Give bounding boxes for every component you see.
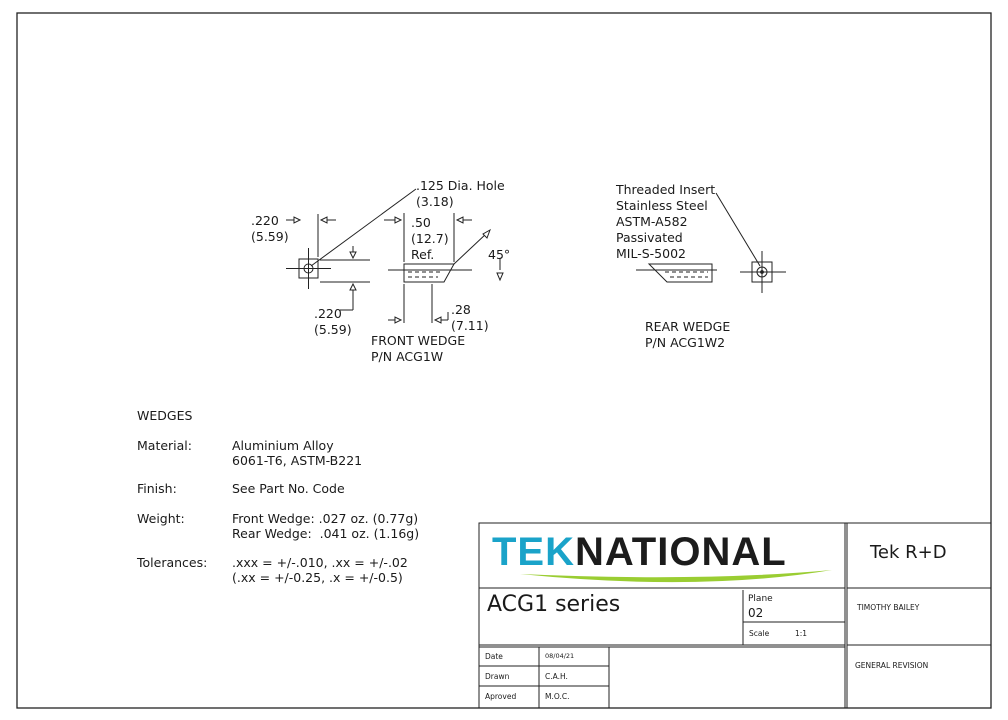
company-logo xyxy=(492,530,787,574)
logo-text-tek: TEK xyxy=(492,530,575,574)
specs-heading: WEDGES xyxy=(137,408,193,423)
front-wedge-caption: FRONT WEDGE P/N ACG1W xyxy=(371,333,466,364)
insert-note: Threaded Insert Stainless Steel ASTM-A582 Passivated MIL-S-5002 xyxy=(616,182,716,261)
scale-value: 1:1 xyxy=(795,629,808,638)
date-value: 08/04/21 xyxy=(545,652,575,660)
date-label: Date xyxy=(485,652,503,661)
spec-value-weight: Front Wedge: .027 oz. (0.77g) Rear Wedge: .041 oz. (1.16g) xyxy=(232,511,420,541)
spec-label-finish: Finish: xyxy=(137,481,177,496)
dim-bottom-mid: .28 (7.11) xyxy=(451,302,489,333)
scale-label: Scale xyxy=(749,629,770,638)
dim-top-mid: .50 (12.7) Ref. xyxy=(411,215,449,262)
logo-text-national: NATIONAL xyxy=(575,530,787,574)
spec-value-finish: See Part No. Code xyxy=(232,481,345,496)
rear-wedge-caption: REAR WEDGE P/N ACG1W2 xyxy=(645,319,731,350)
spec-value-material: Aluminium Alloy 6061-T6, ASTM-B221 xyxy=(232,438,363,468)
approved-value: M.O.C. xyxy=(545,692,570,701)
angle-label: 45° xyxy=(488,247,511,262)
dim-bottom-left: .220 (5.59) xyxy=(314,306,352,337)
spec-label-material: Material: xyxy=(137,438,192,453)
spec-label-weight: Weight: xyxy=(137,511,185,526)
dim-top-left: .220 (5.59) xyxy=(251,213,289,244)
drawn-label: Drawn xyxy=(485,672,510,681)
spec-value-tolerances: .xxx = +/-.010, .xx = +/-.02 (.xx = +/-0.25, .x = +/-0.5) xyxy=(232,555,408,585)
front-wedge-hole-view xyxy=(286,189,416,310)
plane-value: 02 xyxy=(748,606,764,620)
revision-note: GENERAL REVISION xyxy=(855,661,929,670)
hole-callout: .125 Dia. Hole (3.18) xyxy=(416,178,505,209)
engineer-name: TIMOTHY BAILEY xyxy=(857,603,920,612)
drawing-title: ACG1 series xyxy=(487,592,621,617)
spec-label-tolerances: Tolerances: xyxy=(137,555,208,570)
drawn-value: C.A.H. xyxy=(545,672,568,681)
plane-label: Plane xyxy=(748,594,773,604)
approved-label: Aproved xyxy=(485,692,517,701)
company-name: Tek R+D xyxy=(870,542,947,563)
